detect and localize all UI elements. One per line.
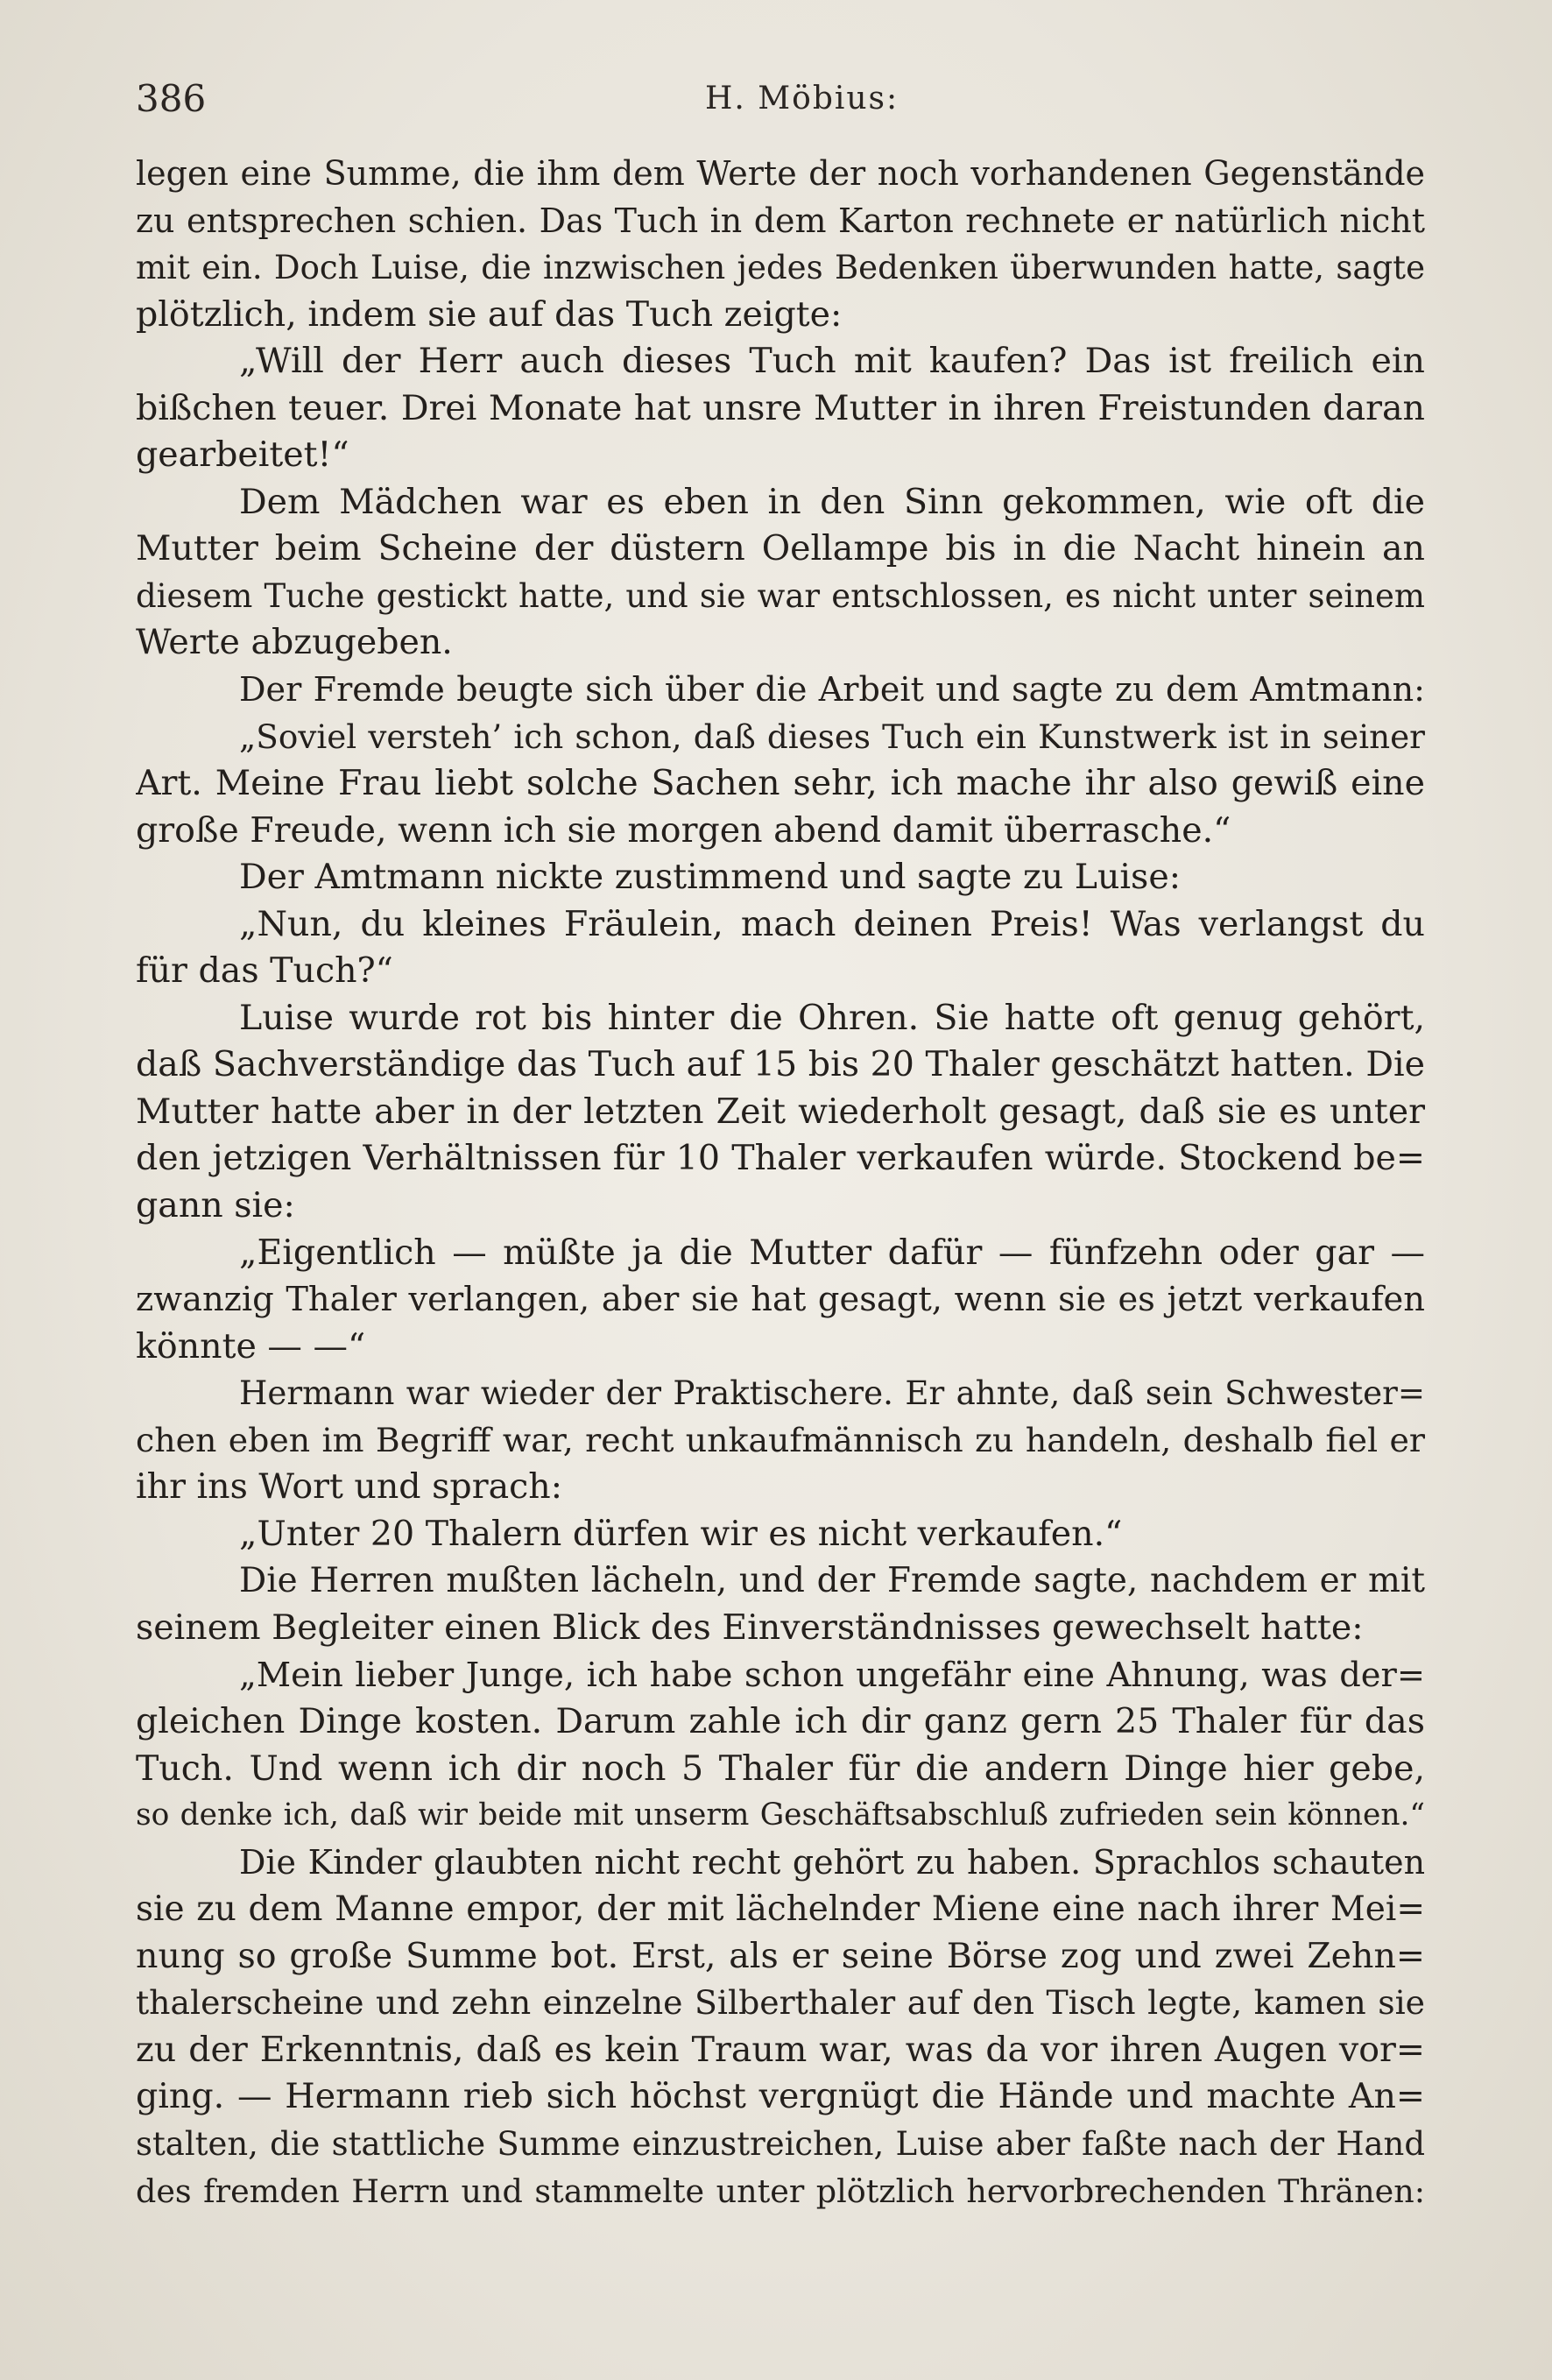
text-line: Werte abzugeben. xyxy=(136,622,453,663)
text-line: gearbeitet!“ xyxy=(136,434,349,476)
text-line: große Freude, wenn ich sie morgen abend damit überrasche.“ xyxy=(136,809,1231,851)
text-line: „Soviel versteh’ ich schon, daß dieses Tuch ein Kunstwerk ist in seiner xyxy=(239,717,1425,756)
text-line: Der Fremde beugte sich über die Arbeit und sagte zu dem Amtmann: xyxy=(239,670,1425,710)
text-line: „Unter 20 Thalern dürfen wir es nicht verkaufen.“ xyxy=(239,1513,1123,1554)
text-line: Der Amtmann nickte zustimmend und sagte zu Luise: xyxy=(239,857,1182,898)
text-line: „Mein lieber Junge, ich habe schon ungefähr eine Ahnung, was der= xyxy=(239,1655,1425,1695)
text-line: Art. Meine Frau liebt solche Sachen sehr, ich mache ihr also gewiß eine xyxy=(136,763,1425,804)
text-line: zwanzig Thaler verlangen, aber sie hat gesagt, wenn sie es jetzt verkaufen xyxy=(136,1280,1425,1320)
text-line: Luise wurde rot bis hinter die Ohren. Sie hatte oft genug gehört, xyxy=(239,997,1425,1038)
text-line: chen eben im Begriff war, recht unkaufmännisch zu handeln, deshalb fiel er xyxy=(136,1420,1425,1459)
text-line: gleichen Dinge kosten. Darum zahle ich dir ganz gern 25 Thaler für das xyxy=(136,1701,1425,1742)
text-line: zu entsprechen schien. Das Tuch in dem Karton rechnete er natürlich nicht xyxy=(136,201,1425,240)
text-line: ihr ins Wort und sprach: xyxy=(136,1466,562,1508)
text-line: des fremden Herrn und stammelte unter plötzlich hervorbrechenden Thränen: xyxy=(136,2172,1425,2210)
body-text xyxy=(136,151,1425,2214)
text-line: Mutter hatte aber in der letzten Zeit wiederholt gesagt, daß sie es unter xyxy=(136,1091,1425,1132)
text-line: bißchen teuer. Drei Monate hat unsre Mutter in ihren Freistunden daran xyxy=(136,387,1425,428)
text-line: legen eine Summe, die ihm dem Werte der noch vorhandenen Gegenstände xyxy=(136,154,1425,193)
text-line: Dem Mädchen war es eben in den Sinn gekommen, wie oft die xyxy=(239,481,1425,522)
text-line: den jetzigen Verhältnissen für 10 Thaler verkaufen würde. Stockend be= xyxy=(136,1138,1425,1179)
text-line: diesem Tuche gestickt hatte, und sie war entschlossen, es nicht unter seinem xyxy=(136,576,1425,615)
text-line: könnte — —“ xyxy=(136,1325,366,1367)
text-line: zu der Erkenntnis, daß es kein Traum war, was da vor ihren Augen vor= xyxy=(136,2029,1425,2070)
text-line: stalten, die stattliche Summe einzustreichen, Luise aber faßte nach der Hand xyxy=(136,2124,1425,2163)
text-line: ging. — Hermann rieb sich höchst vergnügt die Hände und machte An= xyxy=(136,2076,1425,2117)
text-line: sie zu dem Manne empor, der mit lächelnder Miene eine nach ihrer Mei= xyxy=(136,1889,1425,1930)
text-line: plötzlich, indem sie auf das Tuch zeigte: xyxy=(136,293,843,335)
page-number: 386 xyxy=(136,77,207,120)
text-line: „Nun, du kleines Fräulein, mach deinen Preis! Was verlangst du xyxy=(239,903,1425,944)
running-head: H. Möbius: xyxy=(705,81,899,117)
text-line: so denke ich, daß wir beide mit unserm Geschäftsabschluß zufrieden sein können.“ xyxy=(136,1797,1425,1833)
page-header xyxy=(136,77,1432,130)
text-line: für das Tuch?“ xyxy=(136,950,393,992)
text-line: Die Herren mußten lächeln, und der Fremde sagte, nachdem er mit xyxy=(239,1561,1425,1601)
text-line: Hermann war wieder der Praktischere. Er ahnte, daß sein Schwester= xyxy=(239,1374,1425,1413)
text-line: mit ein. Doch Luise, die inzwischen jedes Bedenken überwunden hatte, sagte xyxy=(136,249,1425,287)
text-line: Mutter beim Scheine der düstern Oellampe bis in die Nacht hinein an xyxy=(136,528,1425,569)
text-line: Tuch. Und wenn ich dir noch 5 Thaler für die andern Dinge hier gebe, xyxy=(136,1748,1425,1789)
text-line: Die Kinder glaubten nicht recht gehört zu haben. Sprachlos schauten xyxy=(239,1842,1425,1882)
text-line: „Will der Herr auch dieses Tuch mit kaufen? Das ist freilich ein xyxy=(239,341,1425,382)
text-line: „Eigentlich — müßte ja die Mutter dafür — fünfzehn oder gar — xyxy=(239,1232,1425,1273)
text-line: nung so große Summe bot. Erst, als er seine Börse zog und zwei Zehn= xyxy=(136,1935,1425,1976)
text-line: thalerscheine und zehn einzelne Silberthaler auf den Tisch legte, kamen sie xyxy=(136,1983,1425,2023)
text-line: gann sie: xyxy=(136,1185,295,1226)
text-line: daß Sachverständige das Tuch auf 15 bis 20 Thaler geschätzt hatten. Die xyxy=(136,1044,1425,1085)
text-line: seinem Begleiter einen Blick des Einverständnisses gewechselt hatte: xyxy=(136,1607,1364,1648)
